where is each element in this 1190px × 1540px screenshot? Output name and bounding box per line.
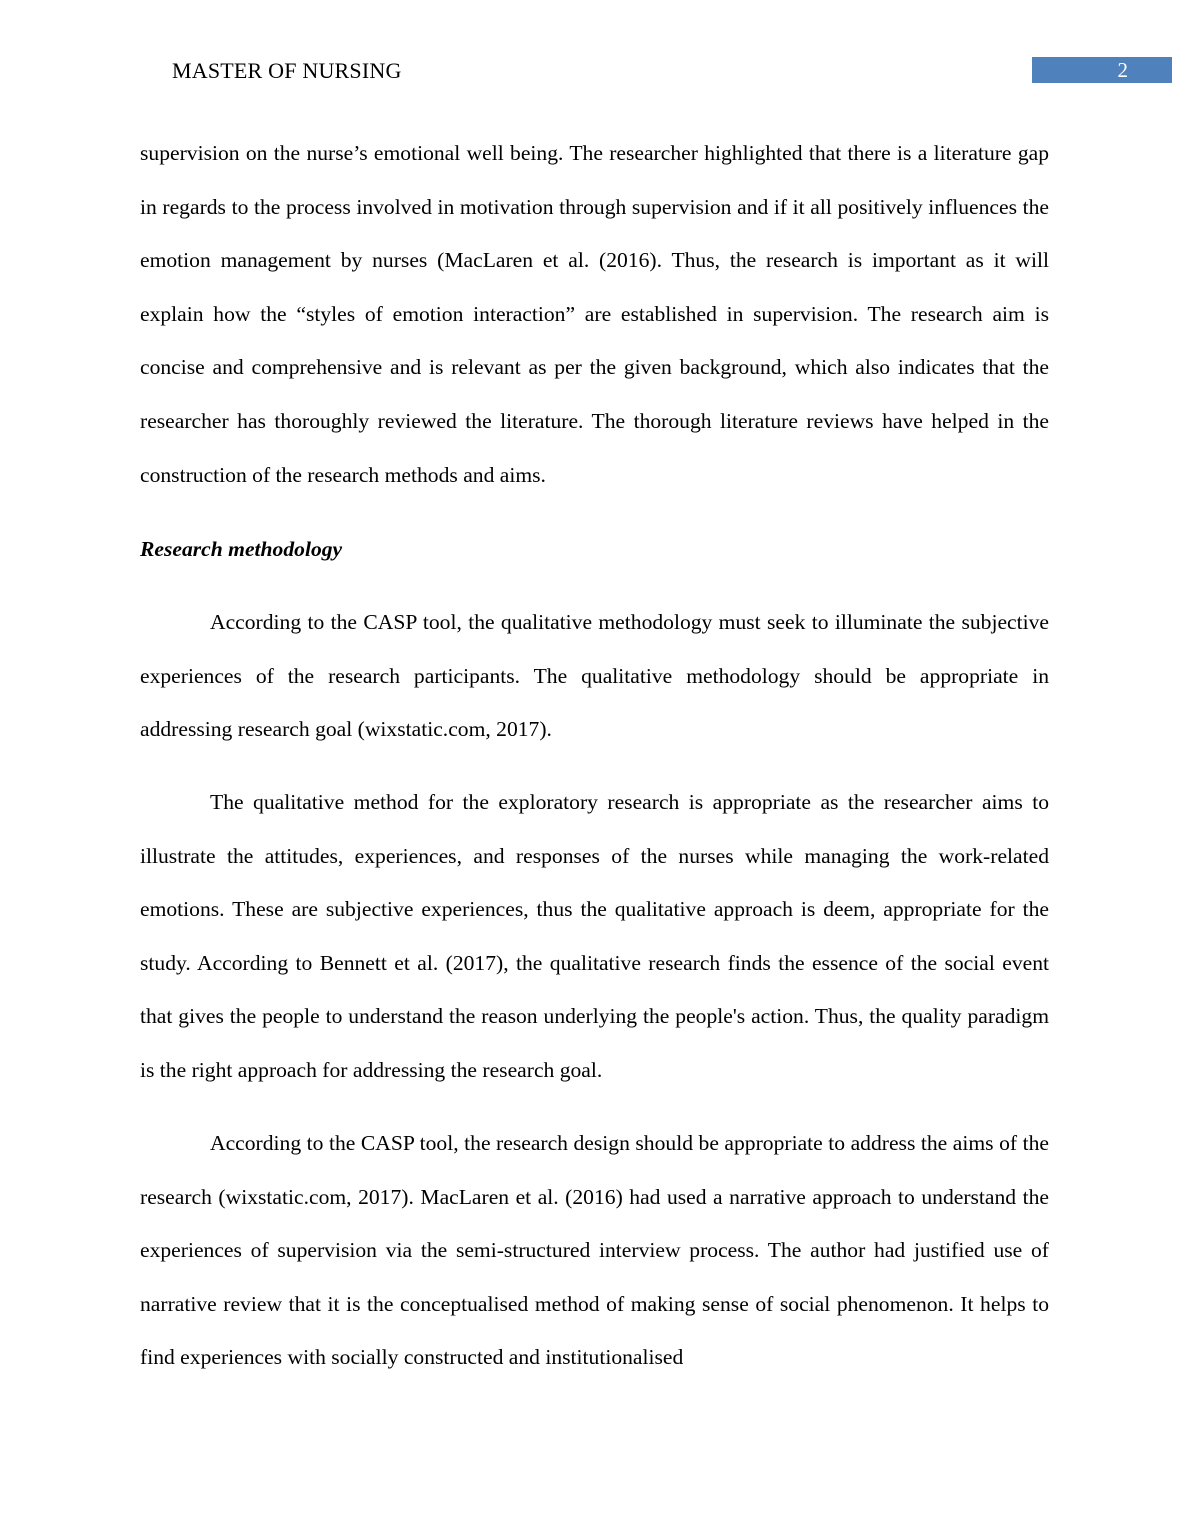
paragraph-casp-methodology: According to the CASP tool, the qualitative methodology must seek to illuminate the subjective experiences of the research participants. The qualitative methodology should be appropriate in addressing research goal (wixstatic.com, 2017). [140, 610, 1049, 742]
paragraph-research-design: According to the CASP tool, the research design should be appropriate to address the aims of the research (wixstatic.com, 2017). MacLaren et al. (2016) had used a narrative approach to understand the experiences of supervision via the semi-structured interview process. The author had justified use of narrative review that it is the conceptualised method of making sense of social phenomenon. It helps to find experiences with socially constructed and institutionalised [140, 1131, 1049, 1370]
section-heading-research-methodology: Research methodology [140, 537, 343, 561]
running-head: MASTER OF NURSING [172, 58, 402, 83]
paragraph-qualitative-method: The qualitative method for the exploratory research is appropriate as the researcher aims to illustrate the attitudes, experiences, and responses of the nurses while managing the work-related emotions. These are subjective experiences, thus the qualitative approach is deem, appropriate for the study. According to Bennett et al. (2017), the qualitative research finds the essence of the social event that gives the people to understand the reason underlying the people's action. Thus, the quality paradigm is the right approach for addressing the research goal. [140, 790, 1049, 1082]
paragraph-literature-gap: supervision on the nurse’s emotional well being. The researcher highlighted that there is a literature gap in regards to the process involved in motivation through supervision and if it all positively influences the emotion management by nurses (MacLaren et al. (2016). Thus, the research is important as it will explain how the “styles of emotion interaction” are established in supervision. The research aim is concise and comprehensive and is relevant as per the given background, which also indicates that the researcher has thoroughly reviewed the literature. The thorough literature reviews have helped in the construction of the research methods and aims. [140, 141, 1049, 487]
page-number-box [1032, 57, 1172, 83]
page-number: 2 [1117, 58, 1128, 82]
